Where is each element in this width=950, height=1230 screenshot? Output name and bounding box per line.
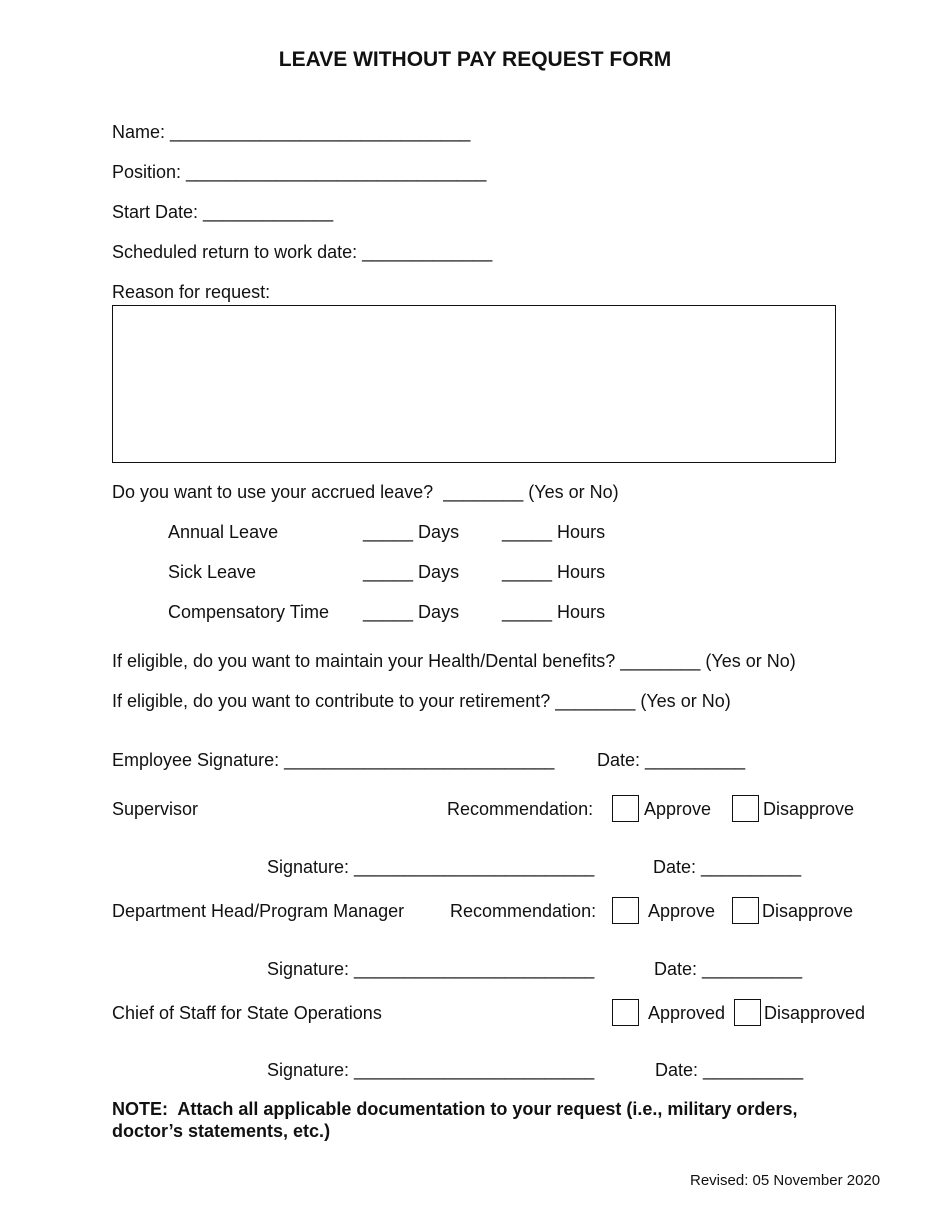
- comp-days-field[interactable]: _____ Days: [363, 602, 460, 622]
- sick-hours-field[interactable]: _____ Hours: [502, 562, 606, 582]
- supervisor-signature-field[interactable]: Signature: ________________________: [267, 857, 595, 877]
- dept-head-disapprove-checkbox[interactable]: [732, 897, 759, 924]
- chief-disapproved-label: Disapproved: [764, 1003, 866, 1023]
- reason-label: Reason for request:: [112, 282, 271, 302]
- chief-of-staff-label: Chief of Staff for State Operations: [112, 1003, 382, 1023]
- revised-date: Revised: 05 November 2020: [690, 1172, 881, 1189]
- note-line-2: doctor’s statements, etc.): [112, 1121, 331, 1141]
- annual-days-field[interactable]: _____ Days: [363, 522, 460, 542]
- dept-head-approve-checkbox[interactable]: [612, 897, 639, 924]
- supervisor-date-field[interactable]: Date: __________: [653, 857, 802, 877]
- reason-textbox[interactable]: [112, 305, 836, 463]
- dept-head-signature-field[interactable]: Signature: ________________________: [267, 959, 595, 979]
- name-field[interactable]: Name: ______________________________: [112, 122, 471, 142]
- retirement-question[interactable]: If eligible, do you want to contribute to your retirement? ________ (Yes or No): [112, 691, 731, 711]
- chief-approved-label: Approved: [648, 1003, 726, 1023]
- dept-head-approve-label: Approve: [648, 901, 716, 921]
- leave-type-sick: Sick Leave: [168, 562, 257, 582]
- chief-approved-checkbox[interactable]: [612, 999, 639, 1026]
- dept-head-date-field[interactable]: Date: __________: [654, 959, 803, 979]
- leave-type-annual: Annual Leave: [168, 522, 279, 542]
- start-date-field[interactable]: Start Date: _____________: [112, 202, 334, 222]
- health-benefits-question[interactable]: If eligible, do you want to maintain your Health/Dental benefits? ________ (Yes or No): [112, 651, 796, 671]
- employee-date-field[interactable]: Date: __________: [597, 750, 746, 770]
- supervisor-approve-label: Approve: [644, 799, 712, 819]
- supervisor-disapprove-checkbox[interactable]: [732, 795, 759, 822]
- note-line-1: NOTE: Attach all applicable documentation to your request (i.e., military orders,: [112, 1099, 798, 1119]
- annual-hours-field[interactable]: _____ Hours: [502, 522, 606, 542]
- return-date-field[interactable]: Scheduled return to work date: _____________: [112, 242, 493, 262]
- dept-head-recommendation-label: Recommendation:: [450, 901, 597, 921]
- dept-head-disapprove-label: Disapprove: [762, 901, 854, 921]
- supervisor-disapprove-label: Disapprove: [763, 799, 855, 819]
- supervisor-label: Supervisor: [112, 799, 199, 819]
- chief-signature-field[interactable]: Signature: ________________________: [267, 1060, 595, 1080]
- position-field[interactable]: Position: ______________________________: [112, 162, 487, 182]
- chief-disapproved-checkbox[interactable]: [734, 999, 761, 1026]
- sick-days-field[interactable]: _____ Days: [363, 562, 460, 582]
- employee-signature-field[interactable]: Employee Signature: ___________________________: [112, 750, 555, 770]
- form-title: LEAVE WITHOUT PAY REQUEST FORM: [278, 48, 672, 71]
- supervisor-recommendation-label: Recommendation:: [447, 799, 594, 819]
- chief-date-field[interactable]: Date: __________: [655, 1060, 804, 1080]
- leave-type-compensatory: Compensatory Time: [168, 602, 330, 622]
- accrued-leave-question[interactable]: Do you want to use your accrued leave? ________ (Yes or No): [112, 482, 619, 502]
- supervisor-approve-checkbox[interactable]: [612, 795, 639, 822]
- dept-head-label: Department Head/Program Manager: [112, 901, 405, 921]
- comp-hours-field[interactable]: _____ Hours: [502, 602, 606, 622]
